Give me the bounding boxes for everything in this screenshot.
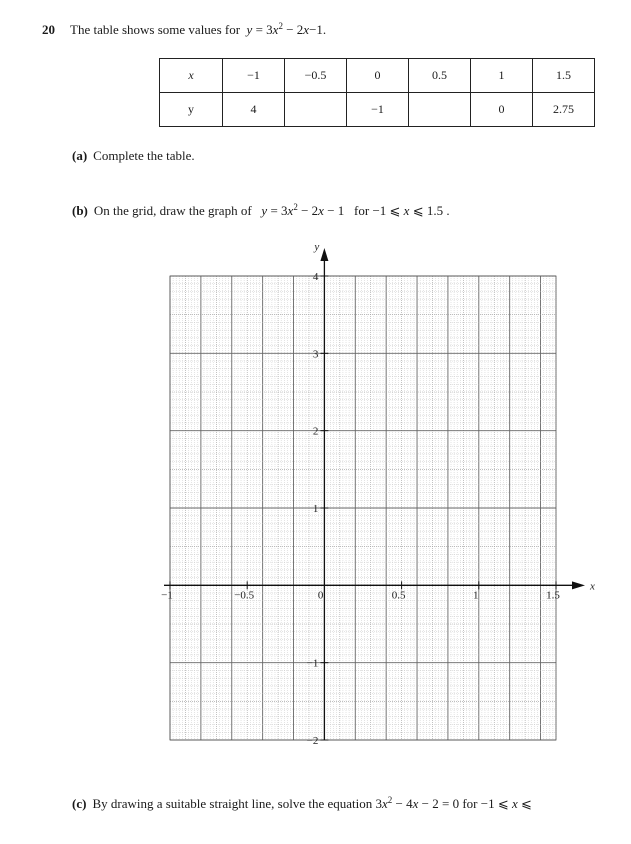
range-part: for −1 ⩽	[354, 203, 404, 218]
part-c	[72, 796, 532, 812]
eq-x: x	[318, 203, 324, 218]
range-part: ⩽	[517, 796, 532, 811]
eq-x: x	[382, 796, 388, 811]
table-cell: 1	[471, 59, 533, 93]
part-b-text: On the grid, draw the graph of	[93, 203, 252, 218]
x-label: x	[188, 68, 194, 82]
eq-y: y	[261, 203, 268, 218]
eq-exponent: 2	[293, 202, 298, 212]
y-axis-arrow	[320, 248, 328, 261]
x-tick-label: −1	[161, 589, 173, 602]
eq-exponent: 2	[387, 795, 393, 805]
table-cell: 1.5	[533, 59, 595, 93]
y-tick-label: −2	[306, 735, 319, 747]
eq-part: − 2 = 0	[418, 796, 460, 811]
stem-text: The table shows some values for	[70, 22, 241, 37]
eq-part: 3	[375, 796, 382, 811]
y-axis-label: y	[314, 241, 320, 253]
table-cell: 0	[347, 59, 409, 93]
x-tick-label: −0.5	[234, 589, 255, 602]
eq-exponent: 2	[278, 21, 283, 31]
y-tick-label: 2	[312, 425, 319, 438]
table-cell: −1	[347, 93, 409, 127]
part-c-label: (c)	[72, 796, 87, 811]
y-tick-label: −1	[306, 657, 319, 670]
table-cell: 2.75	[533, 93, 595, 127]
range-var: x	[511, 796, 518, 811]
table-cell: −0.5	[285, 59, 347, 93]
range-var: x	[403, 203, 410, 218]
x-axis-arrow	[572, 581, 585, 589]
table-cell: 0	[471, 93, 533, 127]
eq-y: y	[246, 22, 253, 37]
x-tick-label: 1	[473, 589, 479, 602]
table-cell: 4	[223, 93, 285, 127]
eq-part: = 3	[267, 203, 288, 218]
x-tick-label: 1.5	[546, 589, 560, 602]
eq-x: x	[412, 796, 419, 811]
y-tick-label: 3	[312, 348, 319, 361]
y-tick-label: 1	[312, 503, 319, 515]
part-a-text: Complete the table.	[93, 148, 195, 163]
x-tick-label: 0	[317, 589, 324, 602]
part-c-text: By drawing a suitable straight line, solve the equation	[92, 796, 373, 811]
part-b-label: (b)	[72, 203, 88, 218]
table-cell: 0.5	[409, 59, 471, 93]
table-header-y: y	[160, 93, 223, 127]
eq-x: x	[272, 22, 279, 37]
eq-part: −1.	[309, 22, 327, 37]
eq-part: − 1	[323, 203, 345, 218]
x-axis-label: x	[590, 580, 595, 593]
x-tick-label: 0.5	[391, 589, 406, 602]
table-cell: −1	[223, 59, 285, 93]
eq-part: = 3	[252, 22, 273, 37]
y-tick-label: 4	[312, 271, 319, 283]
eq-part: − 2	[282, 22, 304, 37]
grid-lines	[170, 276, 556, 740]
eq-x: x	[287, 203, 294, 218]
part-a-label: (a)	[72, 148, 88, 163]
eq-part: − 2	[297, 203, 319, 218]
range-part: ⩽ 1.5 .	[409, 203, 450, 218]
part-c-range	[462, 796, 532, 811]
question-number: 20	[42, 22, 55, 37]
eq-x: x	[303, 22, 310, 37]
eq-part: − 4	[392, 796, 413, 811]
part-c-equation	[376, 796, 460, 811]
range-part: for −1 ⩽	[462, 796, 512, 811]
